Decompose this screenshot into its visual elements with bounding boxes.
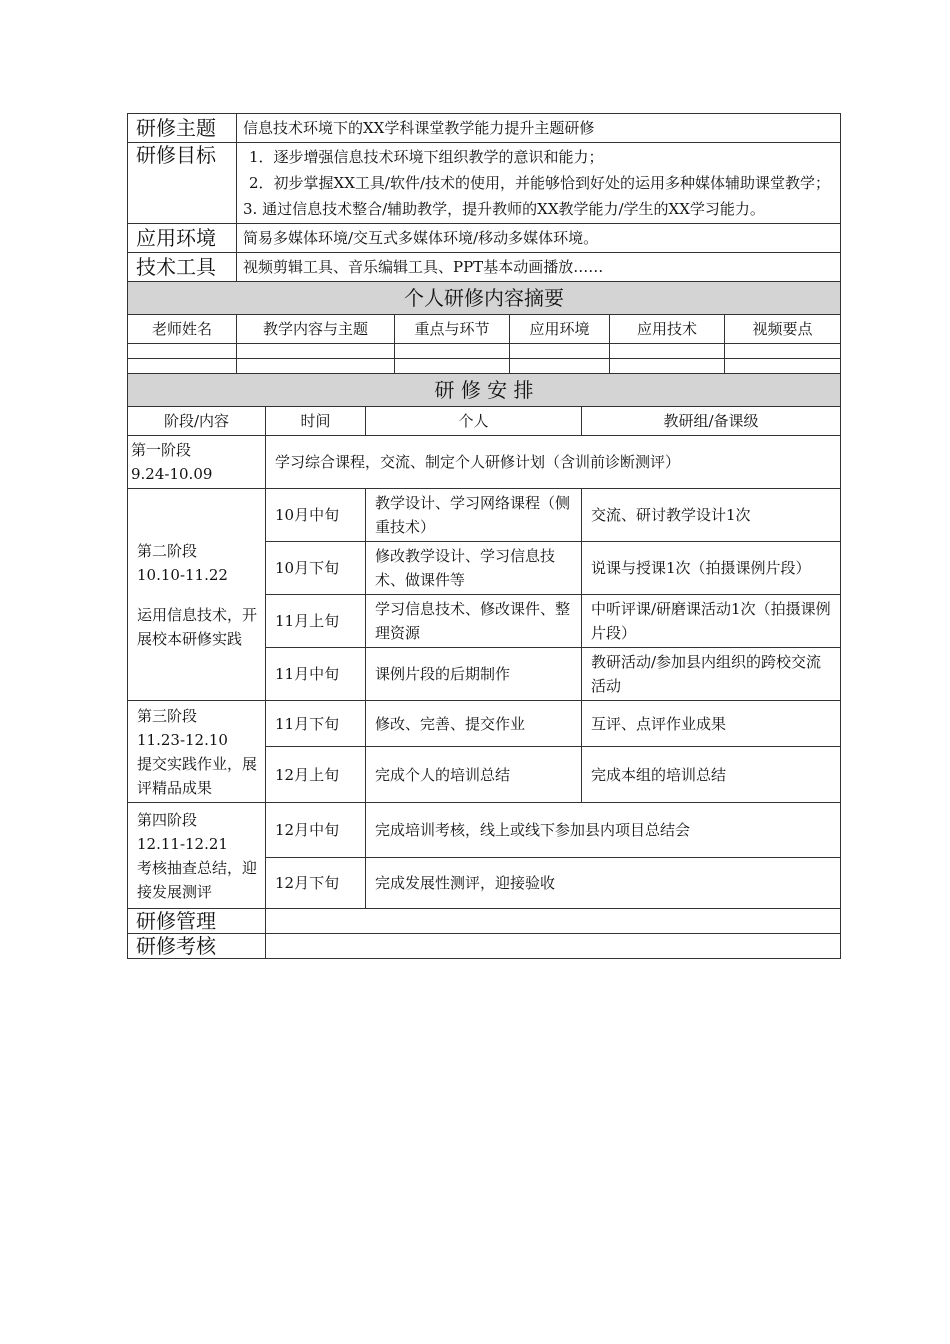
stage-name: 第二阶段 (137, 541, 198, 560)
stage-dates: 10.10-11.22 (137, 565, 228, 584)
group-cell: 完成本组的培训总结 (582, 747, 841, 803)
personal-cell: 教学设计、学习网络课程（侧重技术） (366, 489, 582, 542)
spacer (137, 587, 259, 603)
env-label: 应用环境 (128, 224, 237, 253)
summary-header-cell: 应用环境 (510, 315, 610, 344)
tools-row (128, 253, 841, 282)
info-summary-table (127, 113, 841, 374)
summary-header-cell: 视频要点 (725, 315, 841, 344)
management-row (128, 909, 841, 934)
time-cell: 11月下旬 (266, 701, 366, 747)
empty-cell[interactable] (237, 344, 395, 359)
goal-item: 2．初步掌握XX工具/软件/技术的使用，并能够恰到好处的运用多种媒体辅助课堂教学； (249, 174, 831, 192)
management-value[interactable] (266, 909, 841, 934)
group-cell: 中听评课/研磨课活动1次（拍摄课例片段） (582, 595, 841, 648)
time-cell: 12月上旬 (266, 747, 366, 803)
personal-cell: 修改教学设计、学习信息技术、做课件等 (366, 542, 582, 595)
stage3-row (128, 701, 841, 747)
summary-title: 个人研修内容摘要 (128, 282, 841, 315)
empty-cell[interactable] (510, 344, 610, 359)
personal-cell: 课例片段的后期制作 (366, 648, 582, 701)
stage2-row (128, 489, 841, 542)
topic-value: 信息技术环境下的XX学科课堂教学能力提升主题研修 (237, 114, 841, 143)
time-cell: 10月下旬 (266, 542, 366, 595)
stage-desc: 提交实践作业，展评精品成果 (137, 754, 258, 797)
content-cell: 完成发展性测评，迎接验收 (366, 858, 841, 909)
schedule-header-cell: 阶段/内容 (128, 407, 266, 436)
summary-empty-row (128, 359, 841, 374)
summary-header-cell: 教学内容与主题 (237, 315, 395, 344)
summary-header-cell: 老师姓名 (128, 315, 237, 344)
time-cell: 10月中旬 (266, 489, 366, 542)
empty-cell[interactable] (395, 359, 510, 374)
stage-name: 第四阶段 (137, 810, 198, 829)
schedule-header-cell: 教研组/备课级 (582, 407, 841, 436)
tools-value: 视频剪辑工具、音乐编辑工具、PPT基本动画播放…… (237, 253, 841, 282)
summary-empty-row (128, 344, 841, 359)
schedule-title-row (128, 374, 841, 407)
tools-label: 技术工具 (128, 253, 237, 282)
topic-label: 研修主题 (128, 114, 237, 143)
schedule-header-cell: 个人 (366, 407, 582, 436)
stage1-label (128, 436, 266, 489)
time-cell: 11月上旬 (266, 595, 366, 648)
stage-desc: 考核抽查总结，迎接发展测评 (137, 858, 258, 901)
schedule-title: 研 修 安 排 (128, 374, 841, 407)
empty-cell[interactable] (237, 359, 395, 374)
time-cell: 12月中旬 (266, 803, 366, 858)
personal-cell: 完成个人的培训总结 (366, 747, 582, 803)
goal-label: 研修目标 (128, 143, 237, 224)
group-cell: 说课与授课1次（拍摄课例片段） (582, 542, 841, 595)
goal-item: 3. 通过信息技术整合/辅助教学，提升教师的XX教学能力/学生的XX学习能力。 (243, 200, 765, 218)
group-cell: 交流、研讨教学设计1次 (582, 489, 841, 542)
stage3-label (128, 701, 266, 803)
schedule-header-row (128, 407, 841, 436)
stage-dates: 12.11-12.21 (137, 834, 228, 853)
time-cell: 11月中旬 (266, 648, 366, 701)
group-cell: 互评、点评作业成果 (582, 701, 841, 747)
stage-dates: 11.23-12.10 (137, 730, 228, 749)
empty-cell[interactable] (725, 344, 841, 359)
empty-cell[interactable] (510, 359, 610, 374)
summary-header-cell: 重点与环节 (395, 315, 510, 344)
empty-cell[interactable] (128, 359, 237, 374)
management-label: 研修管理 (128, 909, 266, 934)
empty-cell[interactable] (725, 359, 841, 374)
assessment-row (128, 934, 841, 959)
empty-cell[interactable] (395, 344, 510, 359)
empty-cell[interactable] (610, 359, 725, 374)
stage4-label (128, 803, 266, 909)
stage-desc: 运用信息技术，开展校本研修实践 (137, 605, 258, 648)
stage-name: 第一阶段 (131, 441, 192, 459)
stage-dates: 9.24-10.09 (131, 465, 213, 483)
time-cell: 12月下旬 (266, 858, 366, 909)
goal-item: 1．逐步增强信息技术环境下组织教学的意识和能力； (249, 148, 604, 166)
env-value: 简易多媒体环境/交互式多媒体环境/移动多媒体环境。 (237, 224, 841, 253)
group-cell: 教研活动/参加县内组织的跨校交流活动 (582, 648, 841, 701)
stage2-label (128, 489, 266, 701)
topic-row (128, 114, 841, 143)
stage4-row (128, 803, 841, 858)
summary-header-cell: 应用技术 (610, 315, 725, 344)
research-plan-document (127, 113, 840, 959)
assessment-value[interactable] (266, 934, 841, 959)
assessment-label: 研修考核 (128, 934, 266, 959)
schedule-table (127, 374, 841, 959)
personal-cell: 学习信息技术、修改课件、整理资源 (366, 595, 582, 648)
stage1-content: 学习综合课程，交流、制定个人研修计划（含训前诊断测评） (266, 436, 841, 489)
summary-title-row (128, 282, 841, 315)
stage1-row (128, 436, 841, 489)
content-cell: 完成培训考核，线上或线下参加县内项目总结会 (366, 803, 841, 858)
schedule-header-cell: 时间 (266, 407, 366, 436)
goal-list (237, 143, 841, 224)
env-row (128, 224, 841, 253)
empty-cell[interactable] (610, 344, 725, 359)
goal-row (128, 143, 841, 224)
stage-name: 第三阶段 (137, 706, 198, 725)
empty-cell[interactable] (128, 344, 237, 359)
personal-cell: 修改、完善、提交作业 (366, 701, 582, 747)
summary-header-row (128, 315, 841, 344)
